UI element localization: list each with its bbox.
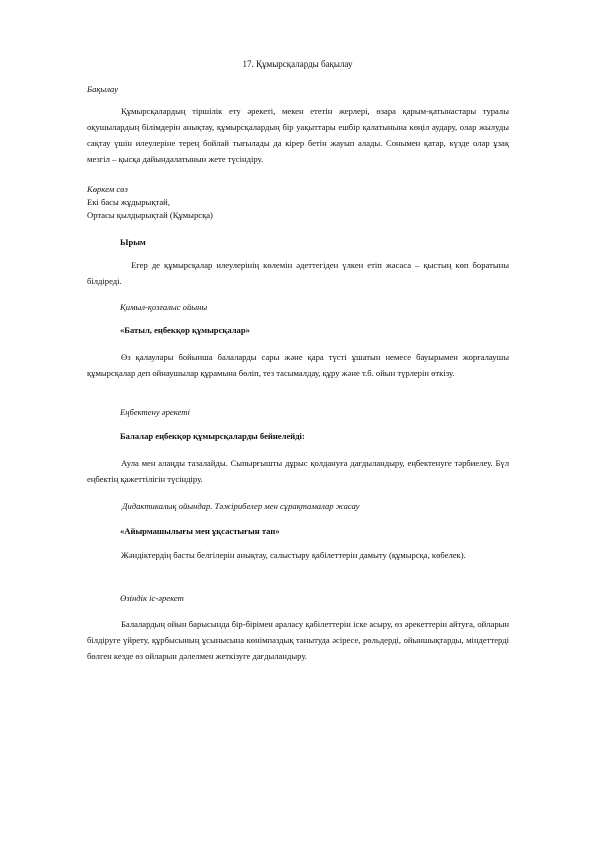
section-heading-movement-game: Қимыл-қозғалыс ойыны bbox=[120, 302, 208, 312]
section-heading-artistic-word: Көркем сөз bbox=[87, 184, 128, 194]
paragraph-omen: Егер де құмырсқалар илеулерінің көлемін әдеттегіден үлкен етіп жасаса – қыстың көп боратыны білдіреді. bbox=[87, 260, 509, 286]
paragraph-labor: Аула мен алаңды тазалайды. Сыпырғышты дұрыс қолдануға дағдыландыру, еңбектенуге тәрбиелеу. Бүл еңбектің қажеттілігін түсіндіру. bbox=[87, 458, 509, 484]
paragraph-movement-game: Өз қалаулары бойынша балаларды сары және қара түсті ұшатын немесе бауырымен жорғалаушы құмырсқалар деп ойнаушылар құрамына бөліп, тез тасымалдау, құру және т.б. ойын түрлерін өткізу. bbox=[87, 352, 509, 378]
paragraph-independent-activity: Балалардың ойын барысында бір-бірімен араласу қабілеттерін іске асыру, өз әрекеттерін айтуға, ойларын білдіруге үйрету, құрбысының ұсынысына көнімпаздық танытуда әсіресе, рөльдерді, ойыншықтарды, міндеттерді бөлген кезде өз ойларын дәлелмен жеткізуге дағдыландыру. bbox=[87, 619, 509, 661]
paragraph-didactic-games: Жәндіктердің басты белгілерін анықтау, салыстыру қабілеттерін дамыту (құмырсқа, көбелек). bbox=[121, 550, 466, 560]
page-title: 17. Құмырсқаларды бақылау bbox=[242, 59, 353, 69]
section-heading-observation: Бақылау bbox=[87, 84, 119, 94]
riddle-line-2: Ортасы қылдырықтай (Құмырсқа) bbox=[87, 210, 213, 220]
game-title-differences: «Айырмашылығы мен ұқсастығын тап» bbox=[120, 526, 280, 536]
game-title-brave-ants: «Батыл, еңбекқор құмырсқалар» bbox=[120, 325, 250, 335]
section-heading-didactic-games: Дидактикалық ойындар. Тәжірибелер мен сұрақтамалар жасау bbox=[122, 501, 360, 511]
section-heading-independent-activity: Өзіндік іс-әрекет bbox=[120, 593, 184, 603]
labor-subtitle: Балалар еңбекқор құмырсқаларды бейнелейді: bbox=[120, 431, 305, 441]
paragraph-observation: Құмырсқалардың тіршілік ету әрекеті, мекен ететін жерлері, өзара қарым-қатынастары туралы оқушылардың білімдерін анықтау, құмырсқалардың бір уақыттары ешбір қалатынына көңіл аудару, олар жылуды сақтау үшін илеулеріне терең бойлай тығылады да кіреp бетін жауып алады. Сонымен қатар, күзде олар ұзақ мезгіл – қысқа дайындалатынын жете түсіндіру. bbox=[87, 106, 509, 164]
riddle-line-1: Екі басы жұдырықтай, bbox=[87, 197, 170, 207]
section-heading-labor: Еңбектену әрекеті bbox=[120, 407, 190, 417]
section-heading-omen: Ырым bbox=[120, 237, 146, 247]
